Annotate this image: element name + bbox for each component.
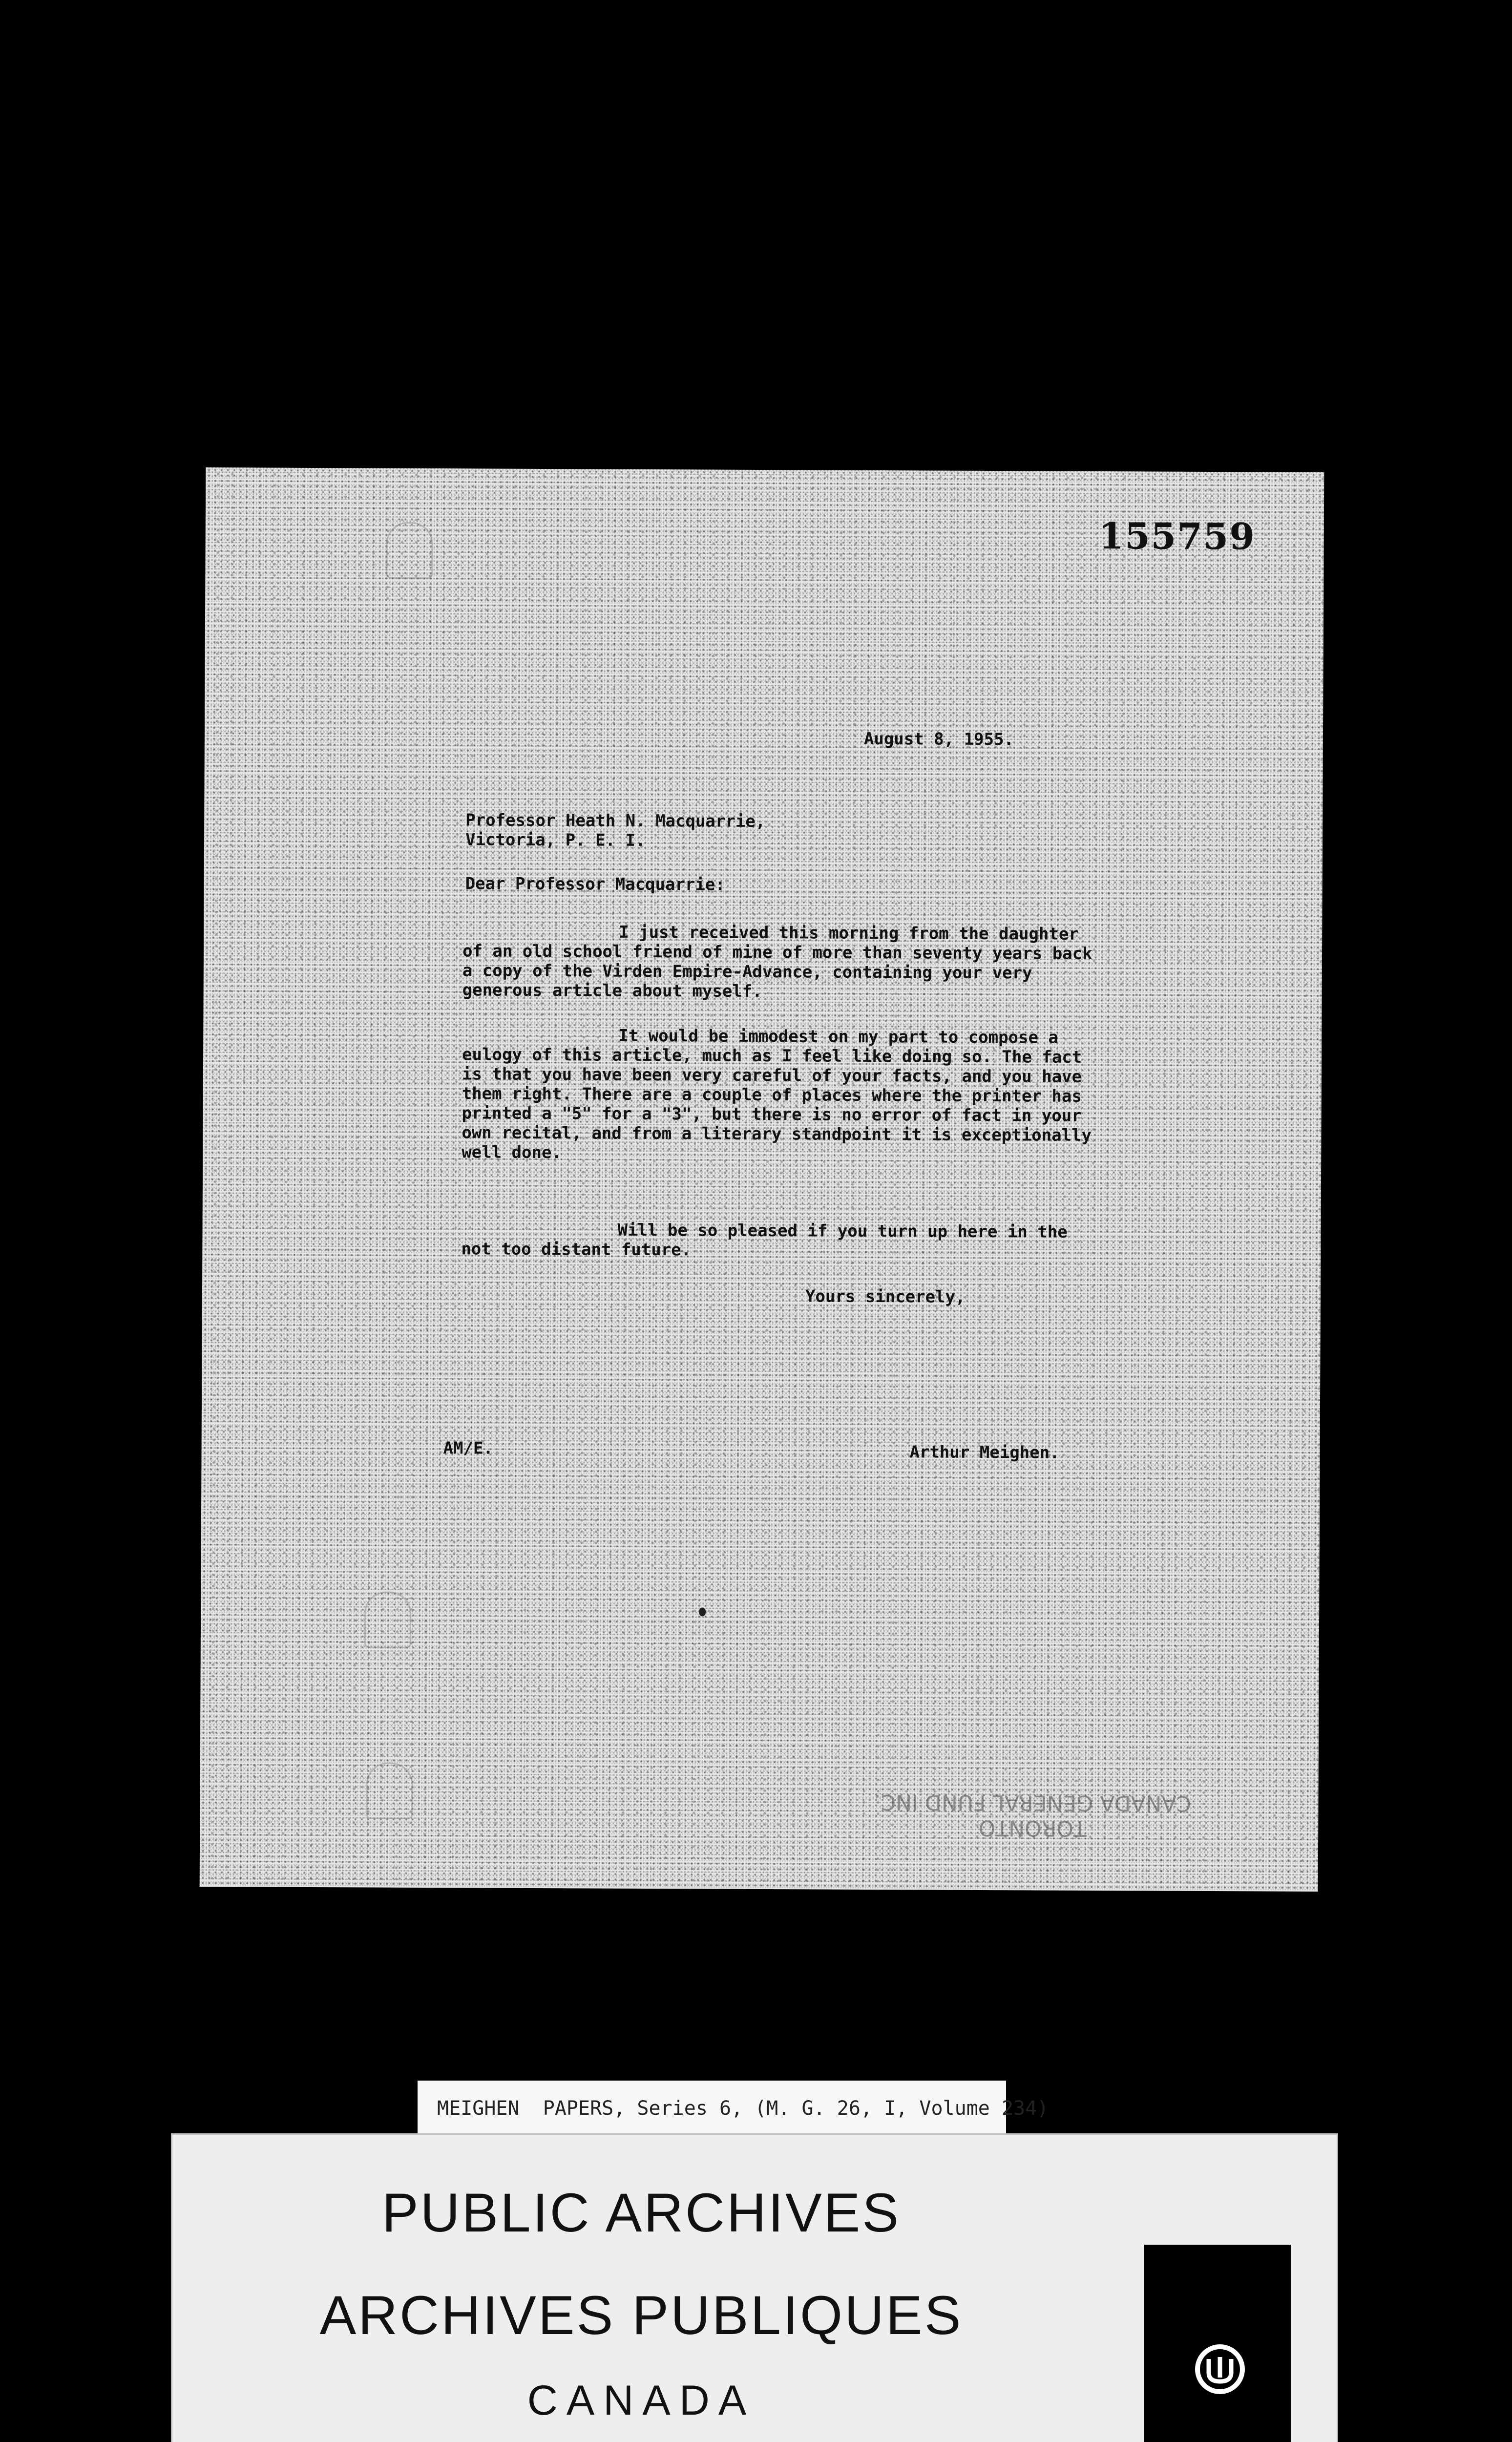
watermark-crest-icon (366, 1762, 413, 1819)
letter-page (200, 467, 1324, 1892)
ink-spot (699, 1607, 706, 1616)
archive-title-fr: ARCHIVES PUBLIQUES (319, 2285, 963, 2346)
salutation: Dear Professor Macquarrie: (465, 874, 725, 895)
typist-initials: AM/E. (443, 1438, 494, 1458)
archives-logo-icon (1193, 2342, 1247, 2396)
letter-paragraph: It would be immodest on my part to compose a eulogy of this article, much as I feel like doing so. The fact is that you have been very careful of your facts, and you have them right. There are a couple of places where the printer has printed a "5" for a "3", but there is no error of fact in your own recital, and from a literary standpoint it is exceptionally well done. (462, 1026, 1092, 1163)
archives-logo-panel (1144, 2245, 1291, 2442)
archive-card (171, 2133, 1338, 2442)
reference-label: MEIGHEN PAPERS, Series 6, (M. G. 26, I, Volume 234) (418, 2081, 1006, 2137)
letter-date: August 8, 1955. (863, 729, 1014, 750)
watermark-crest-icon (386, 522, 433, 579)
archive-title-en: PUBLIC ARCHIVES (381, 2182, 901, 2243)
document-number: 155759 (1098, 515, 1256, 558)
paper-watermark: TORONTO CANADA GENERAL FUND INC. (874, 1789, 1192, 1841)
closing: Yours sincerely, (805, 1286, 966, 1307)
archive-country: CANADA (527, 2377, 756, 2424)
signature: Arthur Meighen. (909, 1442, 1060, 1463)
watermark-crest-icon (364, 1591, 412, 1648)
recipient-address: Professor Heath N. Macquarrie, Victoria, P. E. I. (465, 810, 766, 850)
letter-paragraph: Will be so pleased if you turn up here in the not too distant future. (461, 1220, 1068, 1260)
letter-paragraph: I just received this morning from the daughter of an old school friend of mine of more than seventy years back a copy of the Virden Empire-Advance, containing your very generous article about myself. (462, 922, 1092, 1001)
